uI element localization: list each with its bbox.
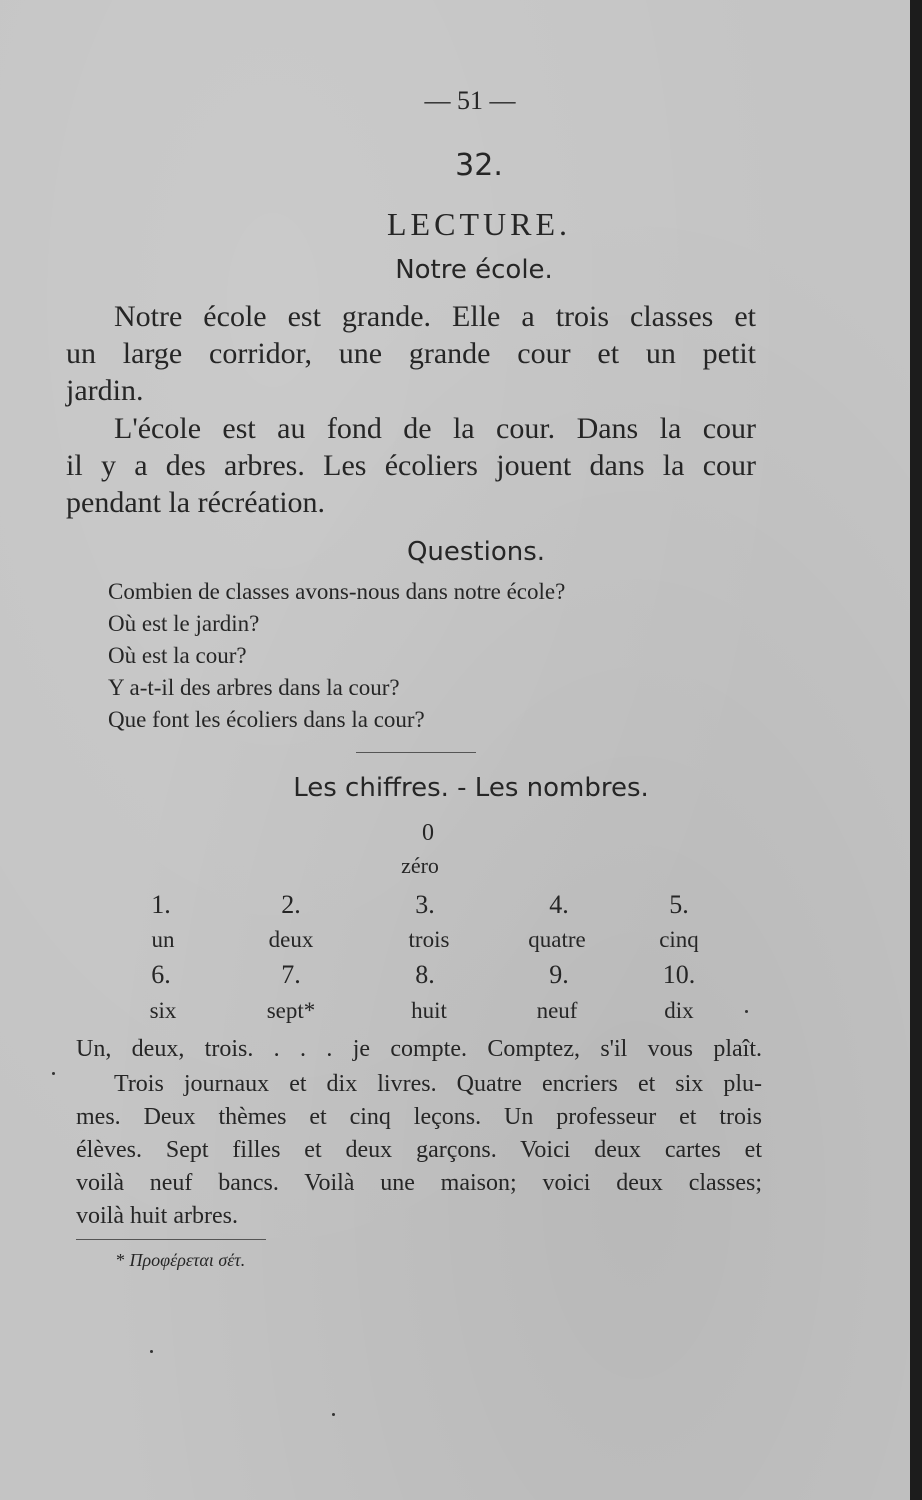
question-item: Où est le jardin? xyxy=(108,611,260,636)
number-digit: 10. xyxy=(662,960,696,989)
number-word: cinq xyxy=(659,927,699,952)
number-word: quatre xyxy=(528,927,586,952)
number-digit: 8. xyxy=(415,960,435,989)
paragraph-line: L'école est au fond de la cour. Dans la cour xyxy=(114,412,756,445)
number-word: un xyxy=(151,927,175,952)
question-item: Où est la cour? xyxy=(108,643,247,668)
number-word: huit xyxy=(411,998,447,1023)
number-word: trois xyxy=(408,927,450,952)
exercise-paragraph xyxy=(76,1068,762,1233)
number-digit: 9. xyxy=(549,960,569,989)
number-digit: 1. xyxy=(151,890,171,919)
number-digit: 2. xyxy=(281,890,301,919)
questions-title: Questions. xyxy=(406,537,546,567)
exercise-line: mes. Deux thèmes et cinq leçons. Un professeur et trois xyxy=(76,1104,762,1130)
footnote-divider xyxy=(76,1239,266,1240)
paragraph-line: Notre école est grande. Elle a trois classes et xyxy=(114,300,756,333)
footnote-marker: * xyxy=(116,1250,125,1270)
questions-list xyxy=(108,576,565,736)
number-digit: 6. xyxy=(151,960,171,989)
number-digit: 5. xyxy=(669,890,689,919)
paragraph-line: pendant la récréation. xyxy=(66,486,326,519)
page-number: — 51 — xyxy=(424,86,516,115)
number-word: six xyxy=(149,998,177,1023)
exercise-line: voilà huit arbres. xyxy=(76,1203,238,1229)
number-word: sept* xyxy=(266,998,316,1023)
ink-speck xyxy=(332,1413,335,1416)
exercise-first-line: Un, deux, trois. . . . je compte. Comptez, s'il vous plaît. xyxy=(76,1036,762,1062)
number-word: deux xyxy=(268,927,314,952)
ink-speck xyxy=(745,1010,748,1013)
footnote xyxy=(116,1250,245,1271)
paragraph-line: un large corridor, une grande cour et un petit xyxy=(66,337,756,370)
ink-speck xyxy=(150,1350,153,1353)
number-word: dix xyxy=(664,998,694,1023)
number-digit: 3. xyxy=(415,890,435,919)
lesson-number: 32. xyxy=(455,148,503,183)
reading-title: Notre école. xyxy=(395,255,553,285)
number-digit: 4. xyxy=(549,890,569,919)
reading-paragraph-2 xyxy=(66,410,756,521)
zero-word: zéro xyxy=(401,853,439,878)
numbers-title: Les chiffres. - Les nombres. xyxy=(293,773,649,803)
exercise-line: élèves. Sept filles et deux garçons. Voici deux cartes et xyxy=(76,1137,762,1163)
exercise-line: voilà neuf bancs. Voilà une maison; voici deux classes; xyxy=(76,1170,762,1196)
exercise-line: Trois journaux et dix livres. Quatre encriers et six plu- xyxy=(114,1071,762,1097)
number-word: neuf xyxy=(536,998,578,1023)
paragraph-line: jardin. xyxy=(66,374,144,407)
question-item: Combien de classes avons-nous dans notre école? xyxy=(108,579,566,604)
number-digit: 7. xyxy=(281,960,301,989)
zero-digit: 0 xyxy=(422,820,434,846)
paragraph-line: il y a des arbres. Les écoliers jouent dans la cour xyxy=(66,449,756,482)
question-item: Y a-t-il des arbres dans la cour? xyxy=(108,675,400,700)
reading-paragraph-1 xyxy=(66,298,756,409)
ink-speck xyxy=(52,1072,55,1075)
footnote-text: Προφέρεται σέτ. xyxy=(129,1250,246,1270)
section-divider xyxy=(356,752,476,753)
reading-heading: LECTURE. xyxy=(387,206,571,242)
question-item: Que font les écoliers dans la cour? xyxy=(108,707,425,732)
